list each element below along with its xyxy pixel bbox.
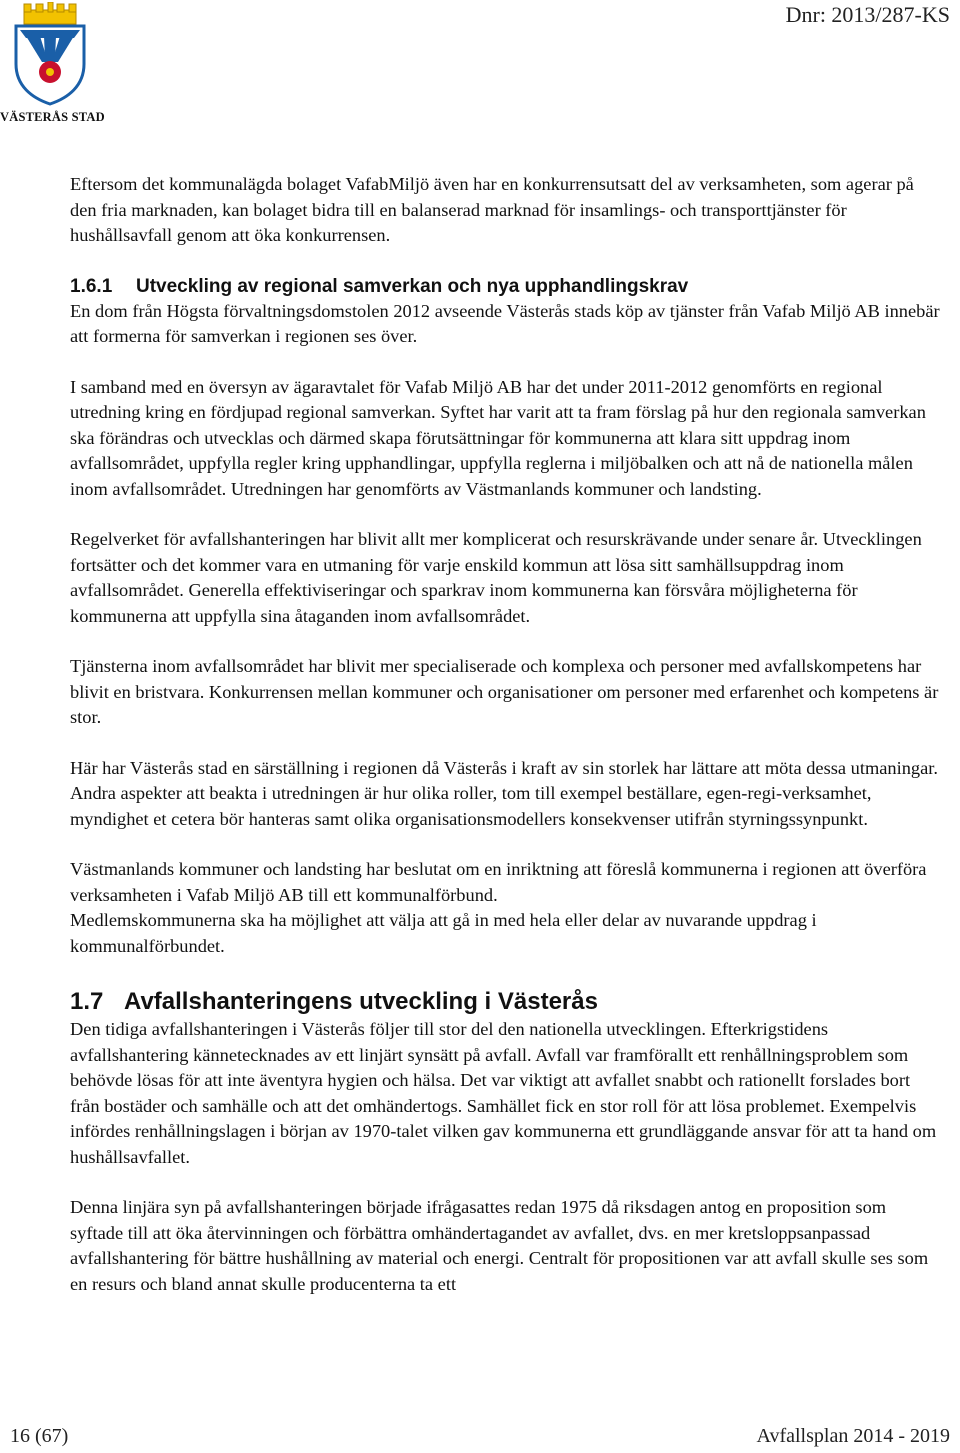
paragraph: Tjänsterna inom avfallsområdet har blivit mer specialiserade och komplexa och personer med avfallskompetens har blivit en bristvara. Konkurrensen mellan kommuner och organisationer om personer med erfarenhet och kompetens är stor. <box>70 656 939 727</box>
vasteras-coat-of-arms <box>0 0 105 130</box>
paragraph: Den tidiga avfallshanteringen i Västerås följer till stor del den nationella utvecklingen. Efterkrigstidens avfallshantering kännetecknades av ett linjärt synsätt på avfall. Avfall var framförallt ett renhållningsproblem som behövde lösas för att inte äventyra hygien och hälsa. Det var viktigt att avfallet snabbt och rationellt forslades bort från bostäder och samhälle och att det omhändertogs. Samhället fick en stor roll för att lösa problemet. Exempelvis infördes renhållningslagen i början av 1970-talet vilken gav kommunerna ett grundläggande ansvar för att ta hand om hushållsavfallet. <box>70 1019 937 1167</box>
section-heading-1-6-1 <box>70 274 942 299</box>
section-number: 1.7 <box>70 988 104 1015</box>
paragraph: Västmanlands kommuner och landsting har beslutat om en inriktning att föreslå kommunerna i regionen att överföra verksamheten i Vafab Miljö AB till ett kommunalförbund. <box>70 859 927 905</box>
document-body <box>70 172 942 1297</box>
document-title: Avfallsplan 2014 - 2019 <box>756 1425 950 1447</box>
paragraph: Eftersom det kommunalägda bolaget VafabMiljö även har en konkurrensutsatt del av verksamheten, som agerar på den fria marknaden, kan bolaget bidra till en balanserad marknad för insamlings- och transporttjänster för hushållsavfall genom att öka konkurrensen. <box>70 174 914 245</box>
section-number: 1.6.1 <box>70 275 113 297</box>
paragraph: Här har Västerås stad en särställning i regionen då Västerås i kraft av sin storlek har lättare att möta dessa utmaningar. Andra aspekter att beakta i utredningen är hur olika roller, tom till exempel beställare, egen-regi-verksamhet, myndighet et cetera bör hanteras samt olika organisationsmodellers konsekvenser utifrån styrningssynpunkt. <box>70 757 938 829</box>
page-number: 16 (67) <box>10 1425 69 1447</box>
section-heading-1-7 <box>70 987 942 1017</box>
paragraph: Regelverket för avfallshanteringen har blivit allt mer komplicerat och resurskrävande under senare år. Utvecklingen fortsätter och det kommer vara en utmaning för varje enskild kommun att lösa sitt samhällsuppdrag inom avfallsområdet. Generella effektiviseringar och sparkrav inom kommunerna kan försvåra möjligheterna för kommunerna att uppfylla sina åtaganden inom avfallsområdet. <box>70 529 922 626</box>
page-footer <box>10 1425 950 1448</box>
paragraph: En dom från Högsta förvaltningsdomstolen 2012 avseende Västerås stads köp av tjänster från Vafab Miljö AB innebär att formerna för samverkan i regionen ses över. <box>70 300 940 346</box>
logo-text: VÄSTERÅS STAD <box>0 110 105 124</box>
section-title: Utveckling av regional samverkan och nya upphandlingskrav <box>136 275 689 297</box>
section-title: Avfallshanteringens utveckling i Västerås <box>124 988 598 1015</box>
paragraph: I samband med en översyn av ägaravtalet för Vafab Miljö AB har det under 2011-2012 genomförts en regional utredning kring en fördjupad regional samverkan. Syftet har varit att ta fram förslag på hur den regionala samverkan ska förändras och utvecklas och därmed skapa förutsättningar för kommunerna att klara sitt uppdrag inom avfallsområdet, uppfylla regler kring upphandlingar, uppfylla reglerna i miljöbalken och att nå de nationella målen inom avfallsområdet. Utredningen har genomförts av Västmanlands kommuner och landsting. <box>70 376 926 499</box>
paragraph: Medlemskommunerna ska ha möjlighet att välja att gå in med hela eller delar av nuvarande uppdrag i kommunalförbundet. <box>70 910 817 956</box>
document-number: Dnr: 2013/287-KS <box>785 2 950 27</box>
paragraph: Denna linjära syn på avfallshanteringen började ifrågasattes redan 1975 då riksdagen antog en proposition som syftade till att öka återvinningen och förbättra omhändertagandet av avfallet, dvs. en mer kretsloppsanpassad avfallshantering för bättre hushållning av material och energi. Centralt för propositionen var att avfall skulle ses som en resurs och bland annat skulle producenterna ta ett <box>70 1197 929 1294</box>
coat-of-arms-icon <box>10 2 90 106</box>
